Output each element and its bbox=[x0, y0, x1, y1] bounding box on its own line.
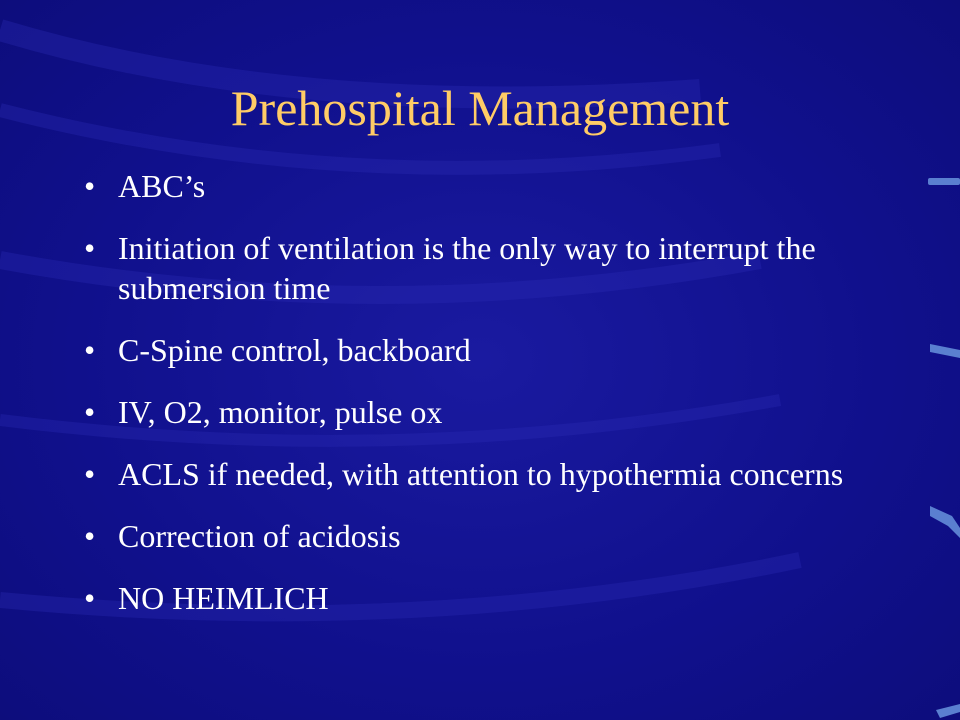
accent-mark bbox=[930, 344, 960, 358]
bullet-dot: • bbox=[84, 580, 96, 616]
bullet-dot: • bbox=[84, 394, 96, 430]
bullet-item bbox=[84, 454, 864, 494]
bullet-text: Initiation of ventilation is the only way to interrupt the submersion time bbox=[118, 230, 816, 306]
bullet-dot: • bbox=[84, 332, 96, 368]
bullet-text: Correction of acidosis bbox=[118, 518, 401, 554]
bullet-item bbox=[84, 578, 864, 618]
bullet-dot: • bbox=[84, 168, 96, 204]
bullet-item bbox=[84, 516, 864, 556]
bullet-list bbox=[84, 166, 864, 640]
right-edge-accent-marks bbox=[928, 178, 960, 718]
bullet-item bbox=[84, 166, 864, 206]
bullet-item bbox=[84, 330, 864, 370]
slide-title: Prehospital Management bbox=[230, 80, 730, 136]
bullet-text: NO HEIMLICH bbox=[118, 580, 329, 616]
bullet-text: IV, O2, monitor, pulse ox bbox=[118, 394, 443, 430]
bullet-dot: • bbox=[84, 230, 96, 266]
accent-mark bbox=[930, 506, 960, 538]
bullet-item bbox=[84, 228, 864, 308]
accent-mark bbox=[936, 704, 960, 718]
bullet-item bbox=[84, 392, 864, 432]
bullet-dot: • bbox=[84, 518, 96, 554]
accent-mark bbox=[928, 178, 960, 185]
bullet-text: C-Spine control, backboard bbox=[118, 332, 471, 368]
bullet-dot: • bbox=[84, 456, 96, 492]
bullet-text: ACLS if needed, with attention to hypothermia concerns bbox=[118, 456, 844, 492]
bullet-text: ABC’s bbox=[118, 168, 206, 204]
